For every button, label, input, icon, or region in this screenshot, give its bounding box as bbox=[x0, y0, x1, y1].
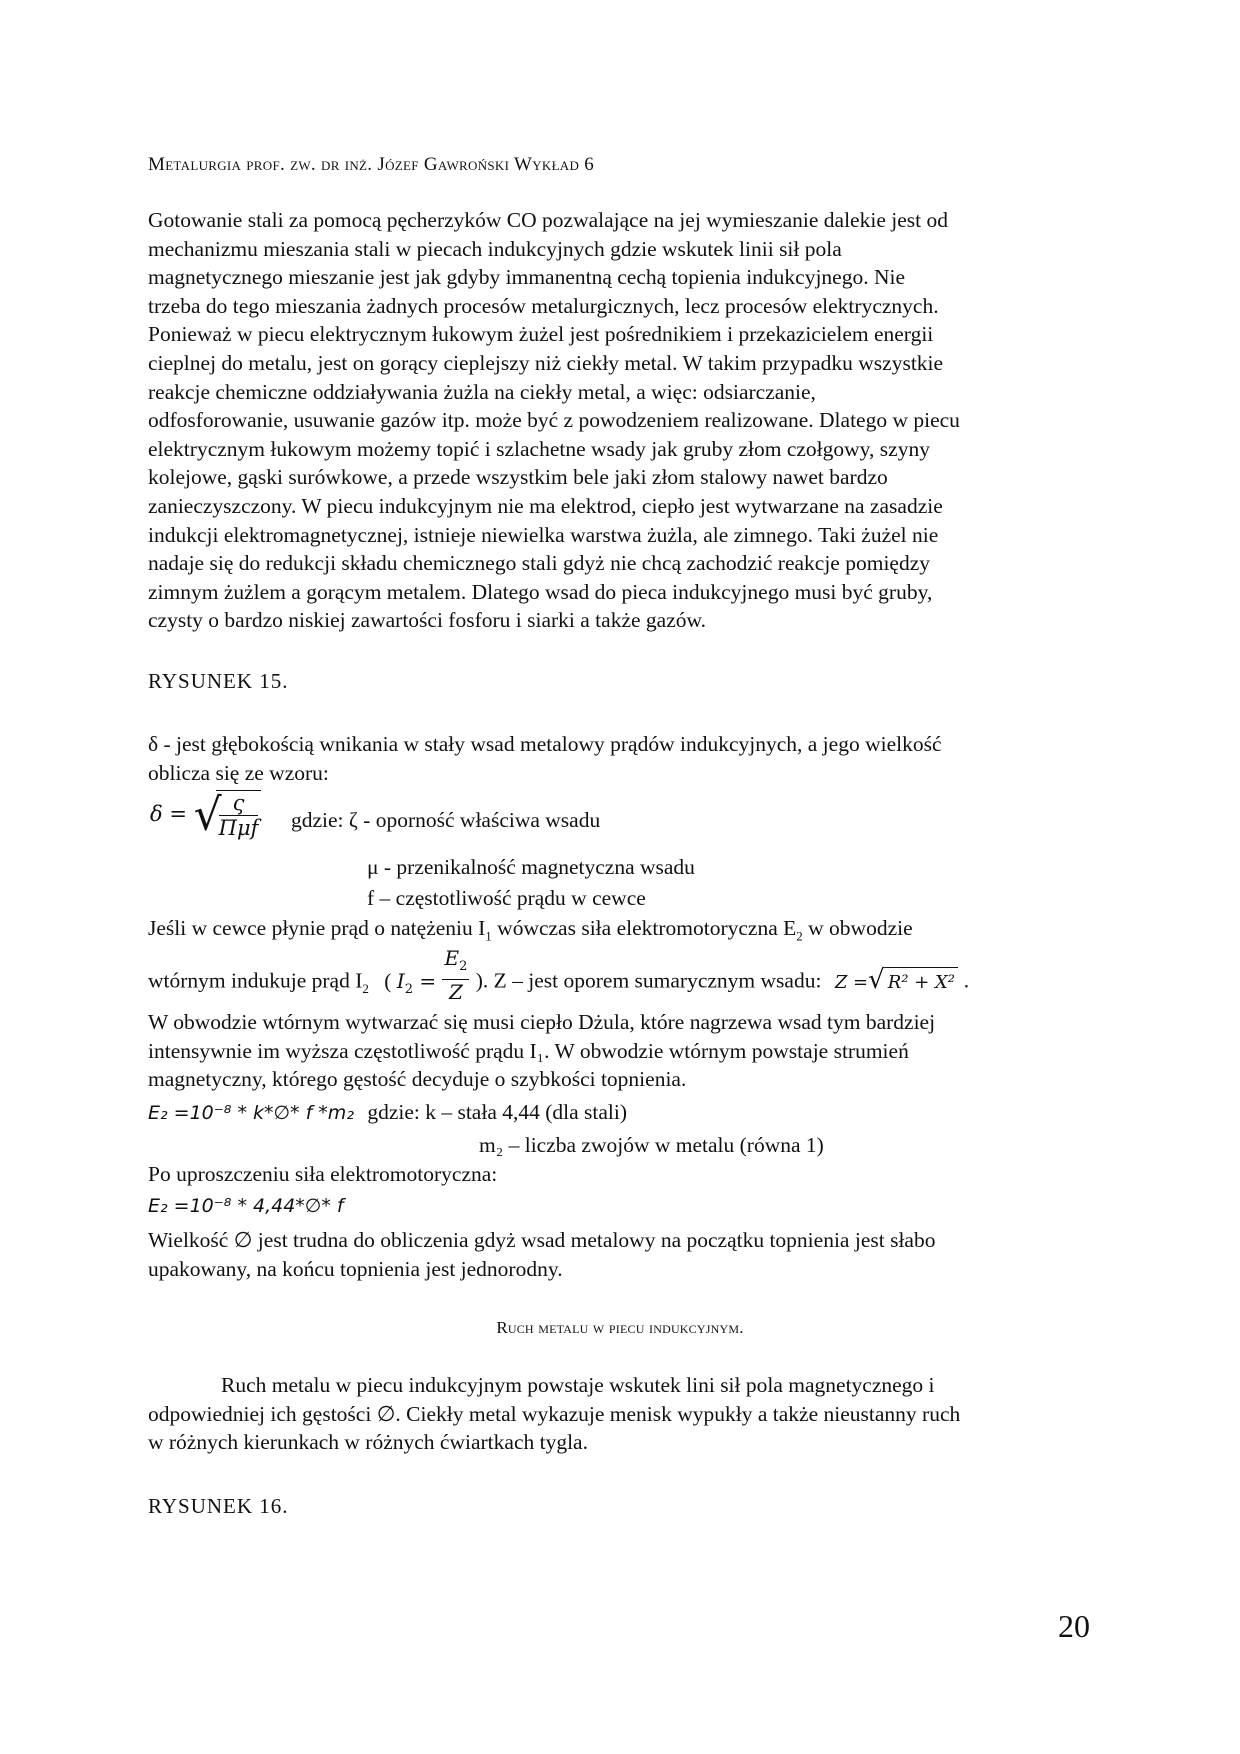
formula-z bbox=[834, 964, 964, 995]
where-k: gdzie: k – stała 4,44 (dla stali) bbox=[367, 1100, 628, 1124]
subscript: 2 bbox=[404, 981, 413, 997]
text-line: magnetyczny, którego gęstość decyduje o szybkości topnienia. bbox=[148, 1067, 687, 1092]
fraction-denominator: Πμf bbox=[218, 816, 259, 840]
formula-fraction bbox=[442, 946, 469, 1004]
where-f: f – częstotliwość prądu w cewce bbox=[367, 886, 646, 910]
paragraph-gotowanie bbox=[148, 206, 960, 635]
where-mu: μ - przenikalność magnetyczna wsadu bbox=[367, 855, 695, 879]
fraction-numerator: ς bbox=[219, 791, 259, 816]
text-line: cieplnej do metalu, jest on gorący cieplejszy niż ciekły metal. W takim przypadku wszystkie bbox=[148, 350, 944, 375]
where-zeta: gdzie: ζ - oporność właściwa wsadu bbox=[291, 808, 601, 832]
text-line: upakowany, na końcu topnienia jest jednorodny. bbox=[148, 1256, 563, 1281]
paragraph-ruch-metalu bbox=[148, 1371, 960, 1457]
text-line-simplified: Po uproszczeniu siła elektromotoryczna: bbox=[148, 1162, 498, 1186]
formula-e2-simplified: E₂ =10⁻⁸ * 4,44*∅* f bbox=[148, 1195, 344, 1217]
figure-placeholder-16: RYSUNEK 16. bbox=[148, 1494, 289, 1518]
paragraph-delta bbox=[148, 730, 942, 787]
text-line: Ruch metalu w piecu indukcyjnym powstaje wskutek lini sił pola magnetycznego i bbox=[221, 1373, 935, 1397]
text-line: reakcje chemiczne oddziaływania żużla na ciekły metal, a więc: odsiarczanie, bbox=[148, 379, 816, 404]
formula-delta: δ = √ $\frac{\varsigma}{\text{Πμf}}$ bbox=[150, 790, 261, 840]
text-line: odpowiedniej ich gęstości ∅. Ciekły metal wykazuje menisk wypukły a także nieustanny ruch bbox=[148, 1401, 961, 1426]
formula-e2: E₂ =10⁻⁸ * k*∅* f *m₂ bbox=[148, 1102, 354, 1124]
formula-e2-line bbox=[148, 1098, 627, 1128]
text-line: w różnych kierunkach w różnych ćwiartkach tygla. bbox=[148, 1430, 588, 1455]
text-span: wówczas siła elektromotoryczna E bbox=[491, 916, 797, 940]
formula-fraction bbox=[219, 791, 259, 840]
text-line: Gotowanie stali za pomocą pęcherzyków CO pozwalające na jej wymieszanie dalekie jest od bbox=[148, 208, 948, 232]
figure-placeholder-15: RYSUNEK 15. bbox=[148, 669, 289, 693]
text-line: indukcji elektromagnetycznej, istnieje niewielka warstwa żużla, ale zimnego. Taki żużel nie bbox=[148, 522, 939, 547]
page-number: 20 bbox=[1058, 1608, 1090, 1644]
subscript: 2 bbox=[362, 980, 369, 996]
formula-symbol: I bbox=[396, 968, 405, 993]
formula-symbol: Z = bbox=[834, 971, 869, 993]
paragraph-wielkosc bbox=[148, 1226, 935, 1283]
sqrt-icon: √ bbox=[193, 789, 222, 841]
text-line: W obwodzie wtórnym wytwarzać się musi ciepło Dżula, które nagrzewa wsad tym bardziej bbox=[148, 1010, 936, 1034]
formula-e2-simplified-line bbox=[148, 1191, 344, 1221]
subscript: 2 bbox=[459, 959, 468, 974]
fraction-denominator: Z bbox=[448, 980, 463, 1004]
text-line: kolejowe, gąski surówkowe, a przede wszystkim bele jaki złom stalowy nawet bardzo bbox=[148, 465, 888, 490]
text-line: zanieczyszczony. W piecu indukcyjnym nie ma elektrod, ciepło jest wytwarzane na zasadzie bbox=[148, 493, 943, 518]
text-line: zimnym żużlem a gorącym metalem. Dlatego wsad do pieca indukcyjnego musi być gruby, bbox=[148, 579, 933, 604]
where-m2: m₂ – liczba zwojów w metalu (równa 1) bbox=[479, 1133, 824, 1157]
text-line: czysty o bardzo niskiej zawartości fosforu i siarki a także gazów. bbox=[148, 608, 706, 633]
formula-i2: $I_2$ = $\frac{E_2}{Z}$ bbox=[396, 946, 468, 1004]
text-span: w obwodzie bbox=[802, 916, 913, 940]
sqrt-icon: √ bbox=[868, 964, 885, 995]
formula-radicand: R² + X² bbox=[885, 967, 958, 997]
text-line: odfosforowanie, usuwanie gazów itp. może być z powodzeniem realizowane. Dlatego w piecu bbox=[148, 408, 960, 433]
text-span: Jeśli w cewce płynie prąd o natężeniu I bbox=[148, 916, 486, 940]
text-line-i2: wtórnym indukuje prąd $I_2$ ( $I_2$ = $\frac{E_2}{Z}$ ). Z – jest oporem sumarycznym wsadu: Z =√ R² + X² . bbox=[148, 946, 970, 1004]
formula-lhs: δ bbox=[150, 802, 163, 826]
section-title: Ruch metalu w piecu indukcyjnym. bbox=[496, 1318, 744, 1337]
text-line: trzeba do tego mieszania żadnych procesów metalurgicznych, lecz procesów elektrycznych. bbox=[148, 293, 939, 318]
text-line: magnetycznego mieszanie jest jak gdyby immanentną cechą topienia indukcyjnego. Nie bbox=[148, 265, 906, 290]
text-line: Wielkość ∅ jest trudna do obliczenia gdyż wsad metalowy na początku topnienia jest słabo bbox=[148, 1228, 936, 1252]
text-line: Ponieważ w piecu elektrycznym łukowym żużel jest pośrednikiem i przekazicielem energii bbox=[148, 322, 934, 347]
paragraph-dzula bbox=[148, 1008, 935, 1094]
text-line-current bbox=[148, 914, 913, 950]
text-span: ). Z – jest oporem sumarycznym wsadu: bbox=[475, 968, 822, 993]
subscript: 2 bbox=[796, 928, 803, 944]
subscript: 1 bbox=[485, 928, 492, 944]
page-header: Metalurgia prof. zw. dr inż. Józef Gawroński Wykład 6 bbox=[148, 154, 595, 175]
text-line: mechanizmu mieszania stali w piecach indukcyjnych gdzie wskutek linii sił pola bbox=[148, 236, 842, 261]
text-span: wtórnym indukuje prąd I bbox=[148, 968, 363, 993]
text-line: oblicza się ze wzoru: bbox=[148, 760, 329, 785]
text-line: intensywnie im wyższa częstotliwość prądu I₁. W obwodzie wtórnym powstaje strumień bbox=[148, 1038, 909, 1063]
fraction-numerator: E bbox=[444, 946, 460, 970]
text-line: nadaje się do redukcji składu chemicznego stali gdyż nie chcą zachodzić reakcje pomiędzy bbox=[148, 551, 931, 576]
text-line: elektrycznym łukowym możemy topić i szlachetne wsady jak gruby złom czołgowy, szyny bbox=[148, 436, 930, 461]
text-line: δ - jest głębokością wnikania w stały wsad metalowy prądów indukcyjnych, a jego wielkość bbox=[148, 732, 942, 756]
